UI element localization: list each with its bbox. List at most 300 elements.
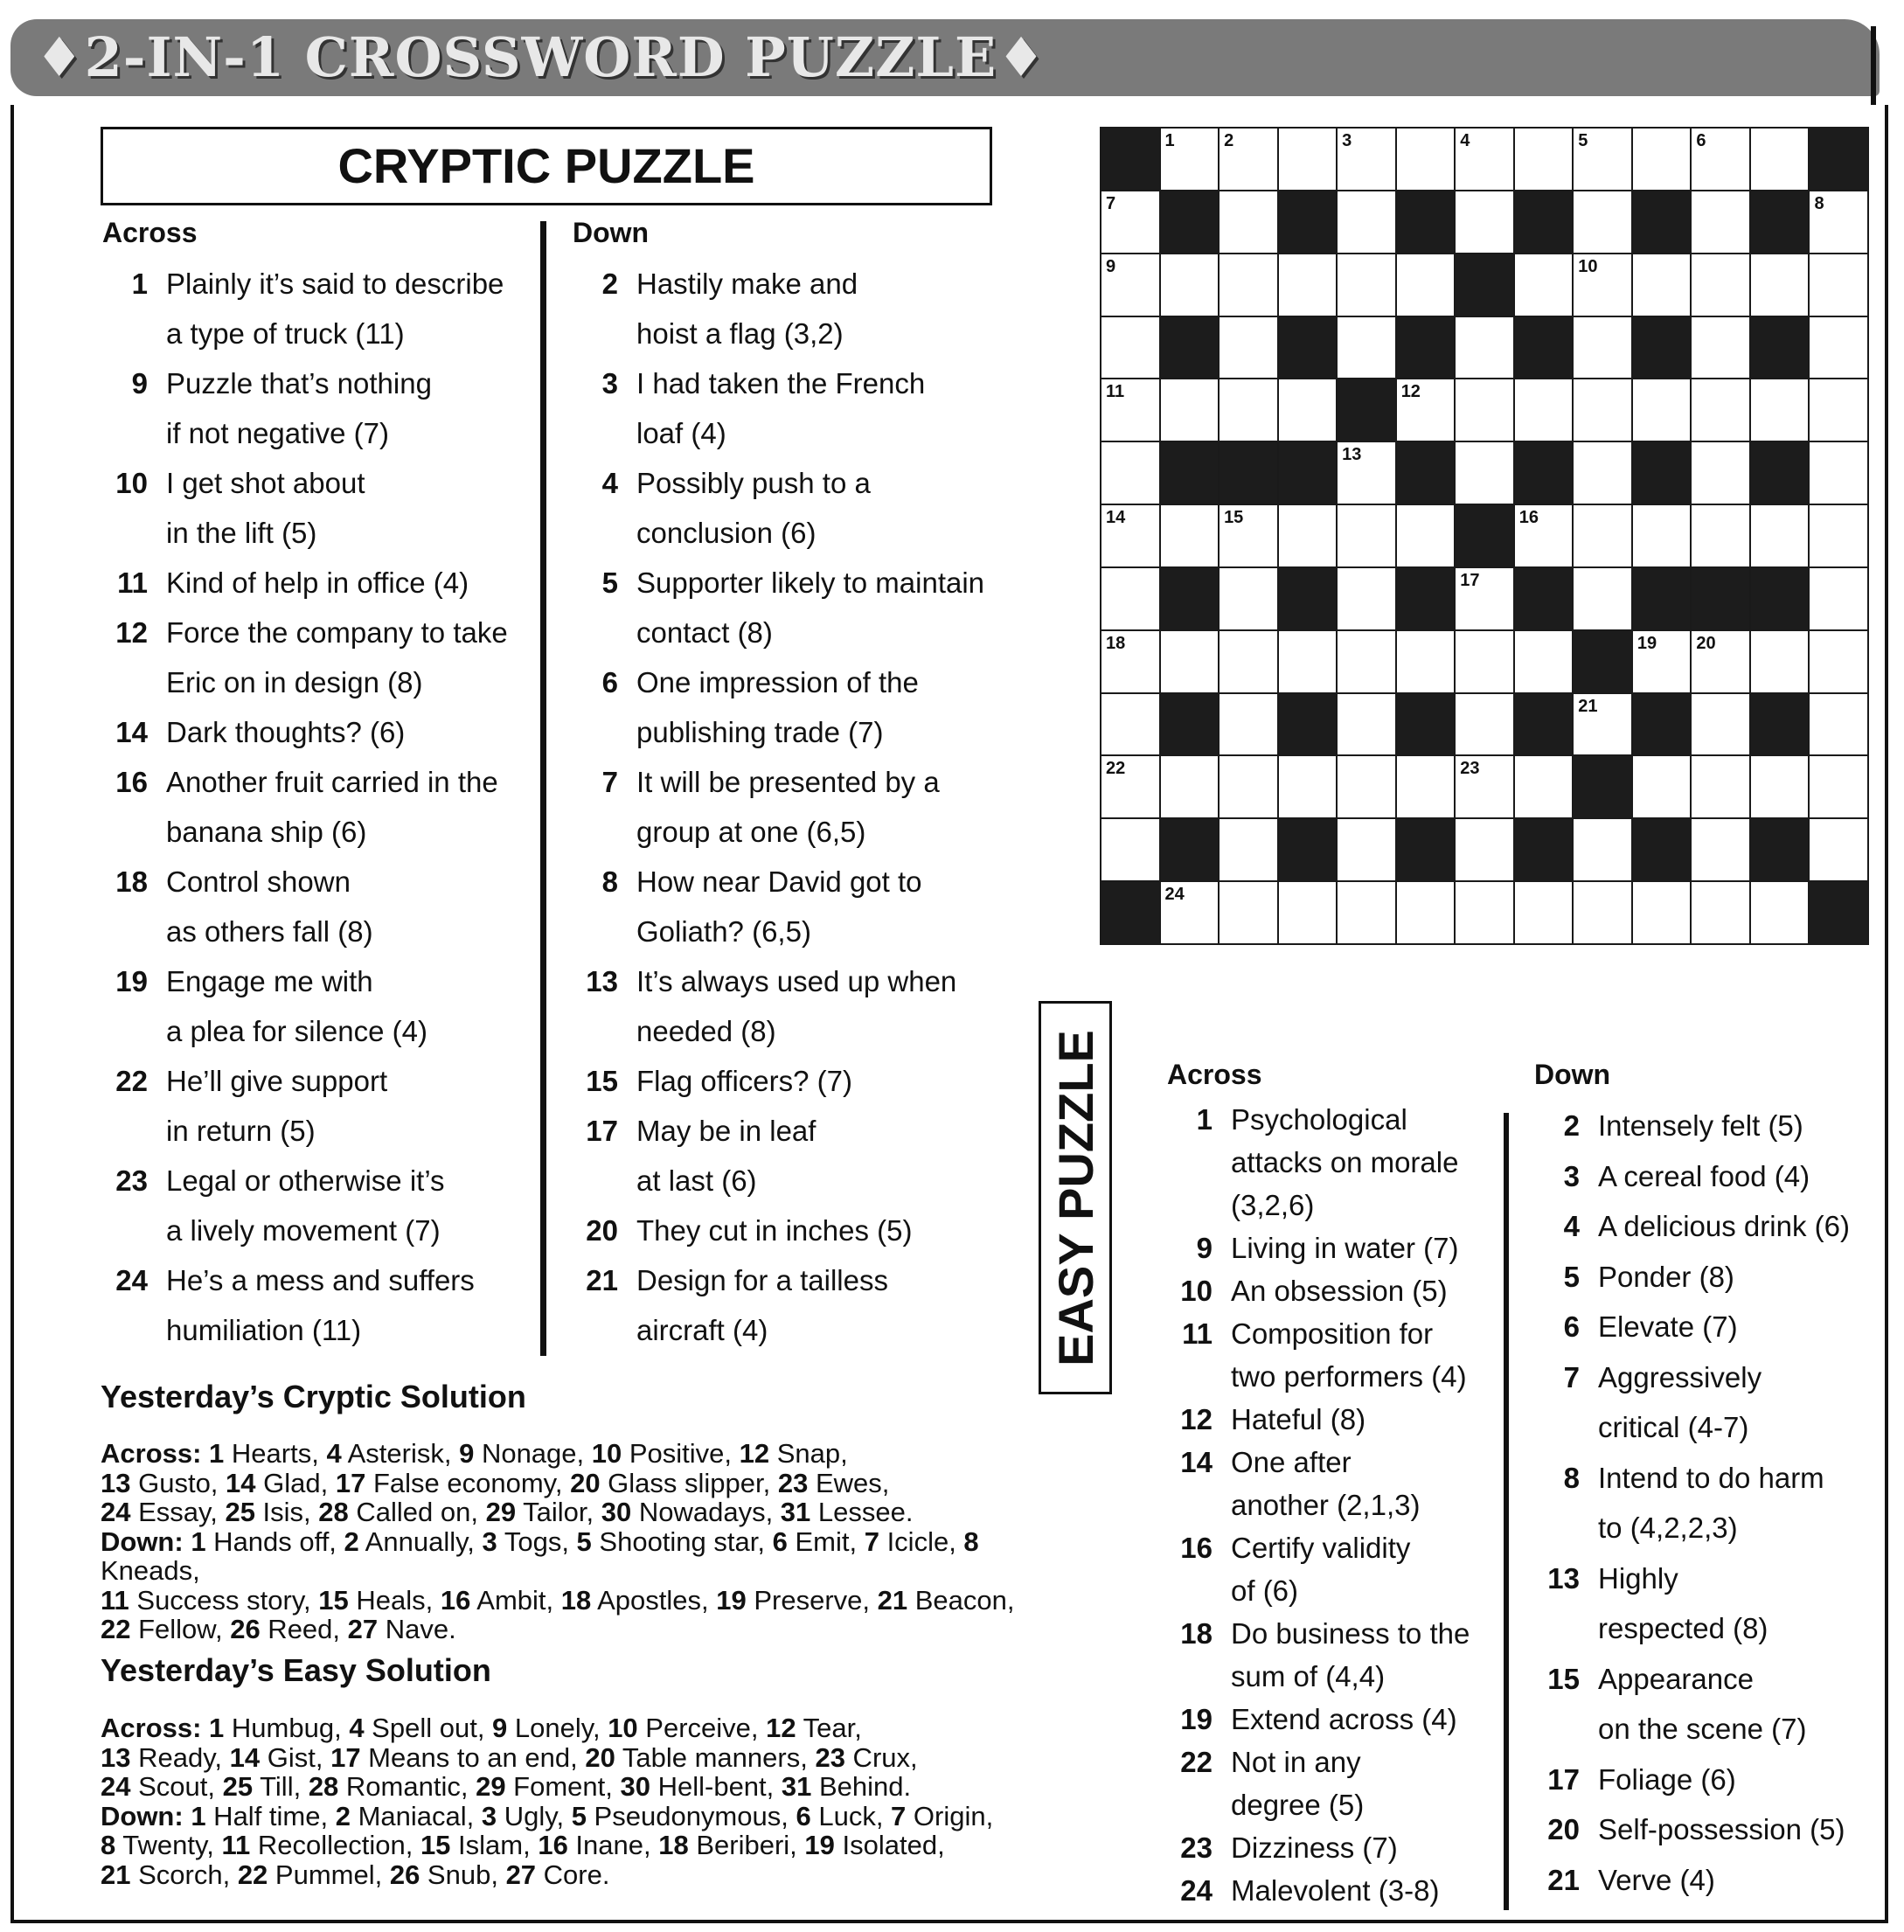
grid-cell[interactable]: [1101, 631, 1159, 692]
cell-number: 2: [1224, 131, 1234, 150]
grid-cell[interactable]: [1456, 442, 1513, 504]
clue-text: Certify validity: [1231, 1532, 1411, 1564]
solution-number: 16: [440, 1584, 471, 1616]
grid-cell[interactable]: [1456, 756, 1513, 817]
grid-cell[interactable]: [1397, 379, 1455, 441]
solution-word: Lessee.: [810, 1497, 914, 1527]
grid-cell[interactable]: [1810, 191, 1867, 253]
solution-word: Recollection,: [250, 1830, 420, 1860]
grid-cell[interactable]: [1810, 379, 1867, 441]
grid-cell[interactable]: [1456, 129, 1513, 190]
grid-cell[interactable]: [1633, 505, 1691, 566]
solution-number: 10: [591, 1438, 622, 1469]
clue-item: [1167, 1526, 1499, 1612]
cell-number: 17: [1460, 570, 1480, 590]
grid-cell[interactable]: [1692, 819, 1749, 880]
grid-cell[interactable]: [1279, 505, 1337, 566]
grid-block: [1279, 694, 1337, 755]
clue-number: 5: [601, 566, 618, 599]
grid-cell[interactable]: [1101, 694, 1159, 755]
clue-text: Design for a tailless: [636, 1264, 888, 1296]
clue-number: 19: [115, 965, 148, 997]
grid-block: [1279, 819, 1337, 880]
cell-number: 10: [1578, 256, 1598, 276]
solution-word: Pummel,: [268, 1859, 390, 1890]
grid-block: [1279, 191, 1337, 253]
clue-item: [573, 857, 1027, 956]
grid-cell[interactable]: [1220, 379, 1277, 441]
grid-cell[interactable]: [1633, 379, 1691, 441]
clue-number: 14: [115, 716, 148, 748]
solution-number: 7: [864, 1525, 879, 1557]
grid-cell[interactable]: [1220, 191, 1277, 253]
clue-item: [1167, 1869, 1499, 1912]
grid-block: [1397, 694, 1455, 755]
grid-cell[interactable]: [1101, 505, 1159, 566]
solution-number: 30: [620, 1771, 650, 1802]
cell-number: 5: [1578, 131, 1588, 150]
clue-item: [1167, 1269, 1499, 1312]
grid-block: [1220, 442, 1277, 504]
clue-text: a plea for silence (4): [166, 1015, 427, 1047]
clue-text: Possibly push to a: [636, 467, 871, 499]
grid-cell[interactable]: [1338, 129, 1395, 190]
grid-cell[interactable]: [1515, 882, 1573, 943]
grid-cell[interactable]: [1515, 505, 1573, 566]
solution-label: Across:: [101, 1438, 210, 1469]
grid-cell[interactable]: [1338, 317, 1395, 379]
solution-word: Apostles,: [591, 1584, 717, 1616]
solution-number: 21: [101, 1859, 131, 1890]
banner-title: ♦2-IN-1 CROSSWORD PUZZLE♦: [35, 25, 1046, 89]
clue-item: [573, 1255, 1027, 1355]
cell-number: 13: [1342, 445, 1362, 465]
grid-block: [1279, 317, 1337, 379]
solution-number: 16: [538, 1830, 568, 1860]
clue-number: 23: [115, 1164, 148, 1197]
solution-number: 29: [476, 1771, 506, 1802]
cell-number: 22: [1106, 759, 1126, 779]
clue-text: Aggressively: [1598, 1360, 1762, 1393]
clue-number: 20: [586, 1214, 618, 1247]
solution-word: Togs,: [497, 1525, 577, 1557]
grid-block: [1751, 191, 1809, 253]
clue-item: [1534, 1453, 1875, 1553]
solution-word: Nave.: [378, 1614, 456, 1644]
clue-text: Appearance: [1598, 1662, 1754, 1695]
grid-cell[interactable]: [1810, 694, 1867, 755]
grid-cell[interactable]: [1574, 505, 1631, 566]
clue-item: [573, 1056, 1027, 1106]
solution-word: Foment,: [505, 1771, 621, 1802]
grid-cell[interactable]: [1220, 631, 1277, 692]
grid-cell[interactable]: [1515, 631, 1573, 692]
grid-cell[interactable]: [1279, 631, 1337, 692]
clue-text: humiliation (11): [166, 1314, 362, 1346]
clue-item: [1167, 1441, 1499, 1526]
clue-item: [573, 558, 1027, 657]
solution-number: 5: [576, 1525, 592, 1557]
grid-cell[interactable]: [1574, 191, 1631, 253]
clue-number: 22: [1180, 1746, 1213, 1778]
clue-number: 3: [601, 367, 618, 400]
clue-text: banana ship (6): [166, 816, 367, 848]
grid-cell[interactable]: [1692, 631, 1749, 692]
clue-number: 18: [115, 865, 148, 898]
grid-cell[interactable]: [1751, 882, 1809, 943]
grid-cell[interactable]: [1692, 317, 1749, 379]
grid-cell[interactable]: [1692, 191, 1749, 253]
solution-word: Heals,: [348, 1584, 441, 1616]
clue-text: Dizziness (7): [1231, 1831, 1398, 1864]
cell-number: 19: [1636, 633, 1657, 653]
grid-cell[interactable]: [1810, 442, 1867, 504]
clue-number: 4: [601, 467, 618, 499]
solution-number: 18: [658, 1830, 689, 1860]
grid-cell[interactable]: [1692, 379, 1749, 441]
grid-cell[interactable]: [1101, 442, 1159, 504]
grid-cell[interactable]: [1338, 819, 1395, 880]
grid-cell[interactable]: [1338, 694, 1395, 755]
grid-cell[interactable]: [1338, 254, 1395, 316]
grid-cell[interactable]: [1338, 191, 1395, 253]
grid-cell[interactable]: [1161, 505, 1219, 566]
clue-text: Extend across (4): [1231, 1703, 1457, 1735]
grid-cell[interactable]: [1810, 756, 1867, 817]
grid-cell[interactable]: [1692, 882, 1749, 943]
grid-cell[interactable]: [1397, 129, 1455, 190]
grid-cell[interactable]: [1220, 317, 1277, 379]
clue-text: Hastily make and: [636, 268, 858, 300]
clue-text: two performers (4): [1231, 1360, 1467, 1393]
grid-block: [1161, 317, 1219, 379]
solution-number: 1: [191, 1800, 206, 1831]
solution-number: 22: [237, 1859, 268, 1890]
solution-number: 4: [326, 1438, 342, 1469]
clue-number: 10: [115, 467, 148, 499]
grid-cell[interactable]: [1574, 819, 1631, 880]
clue-item: [102, 1255, 539, 1355]
cryptic-across-list: [102, 259, 539, 1355]
grid-cell[interactable]: [1692, 505, 1749, 566]
grid-cell[interactable]: [1515, 379, 1573, 441]
grid-cell[interactable]: [1456, 631, 1513, 692]
clue-number: 9: [1196, 1232, 1213, 1264]
easy-across-list: [1167, 1098, 1499, 1912]
solution-word: Pseudonymous,: [586, 1800, 796, 1831]
clue-item: [1534, 1151, 1875, 1202]
solution-number: 29: [485, 1497, 517, 1527]
grid-block: [1810, 129, 1867, 190]
clue-text: It will be presented by a: [636, 766, 940, 798]
clue-number: 13: [586, 965, 618, 997]
grid-cell[interactable]: [1574, 694, 1631, 755]
grid-cell[interactable]: [1692, 129, 1749, 190]
grid-cell[interactable]: [1456, 379, 1513, 441]
grid-cell[interactable]: [1751, 505, 1809, 566]
clue-text: Elevate (7): [1598, 1310, 1738, 1343]
cell-number: 4: [1460, 131, 1470, 150]
grid-cell[interactable]: [1220, 819, 1277, 880]
clue-text: May be in leaf: [636, 1115, 816, 1147]
grid-cell[interactable]: [1574, 129, 1631, 190]
grid-cell[interactable]: [1574, 254, 1631, 316]
clue-text: Verve (4): [1598, 1863, 1715, 1896]
grid-cell[interactable]: [1633, 631, 1691, 692]
grid-cell[interactable]: [1574, 442, 1631, 504]
solution-word: Preserve,: [746, 1584, 878, 1616]
clue-text: Force the company to take: [166, 616, 508, 649]
grid-cell[interactable]: [1633, 882, 1691, 943]
clue-number: 11: [1182, 1317, 1213, 1350]
grid-block: [1633, 442, 1691, 504]
grid-cell[interactable]: [1633, 756, 1691, 817]
solution-label: Down:: [101, 1525, 191, 1557]
solution-number: 31: [781, 1771, 812, 1802]
grid-cell[interactable]: [1220, 568, 1277, 629]
grid-cell[interactable]: [1810, 254, 1867, 316]
cell-number: 12: [1400, 382, 1421, 402]
grid-cell[interactable]: [1574, 317, 1631, 379]
clue-text: respected (8): [1598, 1612, 1768, 1644]
solution-word: Hands off,: [205, 1525, 344, 1557]
solution-word: Ugly,: [497, 1800, 572, 1831]
grid-cell[interactable]: [1101, 568, 1159, 629]
grid-cell[interactable]: [1161, 756, 1219, 817]
grid-cell[interactable]: [1279, 756, 1337, 817]
clue-number: 15: [1547, 1662, 1580, 1695]
clue-item: [102, 1056, 539, 1156]
grid-cell[interactable]: [1810, 819, 1867, 880]
grid-cell[interactable]: [1574, 379, 1631, 441]
clue-text: Highly: [1598, 1561, 1678, 1595]
solution-number: 25: [222, 1771, 254, 1802]
cell-number: 9: [1106, 256, 1116, 276]
solution-number: 31: [780, 1497, 811, 1527]
clue-text: Plainly it’s said to describe: [166, 268, 504, 300]
solution-number: 25: [225, 1497, 255, 1527]
clue-text: sum of (4,4): [1231, 1660, 1386, 1692]
grid-cell[interactable]: [1456, 819, 1513, 880]
solution-word: Called on,: [348, 1497, 486, 1527]
cryptic-solution-heading: Yesterday’s Cryptic Solution: [101, 1379, 526, 1414]
grid-cell[interactable]: [1633, 129, 1691, 190]
clue-number: 15: [586, 1065, 618, 1097]
grid-cell[interactable]: [1161, 882, 1219, 943]
grid-cell[interactable]: [1220, 129, 1277, 190]
clue-text: An obsession (5): [1231, 1275, 1448, 1307]
clue-text: Control shown: [166, 865, 351, 898]
grid-cell[interactable]: [1220, 505, 1277, 566]
grid-cell[interactable]: [1456, 568, 1513, 629]
clue-number: 9: [131, 367, 148, 400]
grid-cell[interactable]: [1456, 882, 1513, 943]
solution-word: Nonage,: [474, 1438, 592, 1469]
grid-cell[interactable]: [1161, 379, 1219, 441]
solution-number: 28: [308, 1771, 339, 1802]
grid-cell[interactable]: [1161, 129, 1219, 190]
grid-cell[interactable]: [1338, 882, 1395, 943]
solution-number: 3: [482, 1525, 497, 1557]
grid-cell[interactable]: [1279, 129, 1337, 190]
grid-cell[interactable]: [1456, 694, 1513, 755]
grid-cell[interactable]: [1574, 568, 1631, 629]
cryptic-down-heading: Down: [573, 217, 650, 248]
crossword-grid: [1100, 127, 1869, 945]
grid-cell[interactable]: [1101, 819, 1159, 880]
clue-item: [102, 458, 539, 558]
grid-block: [1161, 694, 1219, 755]
clue-text: in the lift (5): [166, 517, 317, 549]
solution-number: 14: [229, 1741, 261, 1773]
clue-item: [1167, 1398, 1499, 1441]
clue-text: Hateful (8): [1231, 1403, 1366, 1435]
grid-cell[interactable]: [1101, 756, 1159, 817]
clue-number: 18: [1180, 1617, 1213, 1650]
grid-cell[interactable]: [1692, 694, 1749, 755]
clue-text: Goliath? (6,5): [636, 915, 811, 948]
grid-cell[interactable]: [1692, 442, 1749, 504]
solution-word: Spell out,: [364, 1713, 493, 1743]
solution-word: Reed,: [260, 1614, 348, 1644]
grid-cell[interactable]: [1101, 317, 1159, 379]
easy-column-divider: [1504, 1113, 1509, 1910]
grid-cell[interactable]: [1810, 568, 1867, 629]
clue-number: 13: [1547, 1561, 1580, 1595]
grid-block: [1161, 442, 1219, 504]
clue-item: [1534, 1302, 1875, 1352]
clue-item: [573, 259, 1027, 358]
frame-corner: [1871, 26, 1876, 105]
clue-text: contact (8): [636, 616, 773, 649]
clue-number: 12: [1180, 1403, 1213, 1435]
clue-text: Intensely felt (5): [1598, 1109, 1803, 1142]
clue-text: attacks on morale: [1231, 1146, 1459, 1178]
clue-text: Kind of help in office (4): [166, 566, 469, 599]
grid-cell[interactable]: [1338, 631, 1395, 692]
grid-cell[interactable]: [1397, 631, 1455, 692]
grid-cell[interactable]: [1101, 254, 1159, 316]
clue-item: [102, 707, 539, 757]
grid-cell[interactable]: [1456, 317, 1513, 379]
cell-number: 1: [1164, 131, 1175, 150]
clue-number: 10: [1180, 1275, 1213, 1307]
grid-cell[interactable]: [1279, 254, 1337, 316]
clue-text: hoist a flag (3,2): [636, 317, 844, 350]
grid-cell[interactable]: [1515, 129, 1573, 190]
grid-cell[interactable]: [1692, 756, 1749, 817]
grid-block: [1515, 317, 1573, 379]
clue-number: 4: [1563, 1210, 1580, 1242]
clue-text: critical (4-7): [1598, 1411, 1749, 1443]
grid-cell[interactable]: [1692, 254, 1749, 316]
grid-cell[interactable]: [1810, 505, 1867, 566]
grid-cell[interactable]: [1338, 568, 1395, 629]
grid-cell[interactable]: [1161, 254, 1219, 316]
clue-number: 7: [1563, 1360, 1580, 1393]
grid-cell[interactable]: [1279, 379, 1337, 441]
grid-cell[interactable]: [1751, 254, 1809, 316]
clue-number: 7: [601, 766, 618, 798]
clue-text: as others fall (8): [166, 915, 373, 948]
grid-cell[interactable]: [1279, 882, 1337, 943]
solution-number: 27: [505, 1859, 537, 1890]
cell-number: 3: [1342, 131, 1352, 150]
clue-text: It’s always used up when: [636, 965, 957, 997]
grid-block: [1692, 568, 1749, 629]
grid-cell[interactable]: [1751, 631, 1809, 692]
clue-text: at last (6): [636, 1164, 757, 1197]
clue-text: Living in water (7): [1231, 1232, 1459, 1264]
clue-item: [573, 956, 1027, 1056]
clue-text: to (4,2,2,3): [1598, 1512, 1738, 1544]
grid-cell[interactable]: [1220, 254, 1277, 316]
clue-item: [1534, 1855, 1875, 1906]
clue-text: a lively movement (7): [166, 1214, 441, 1247]
grid-cell[interactable]: [1515, 254, 1573, 316]
solution-word: Core.: [536, 1859, 610, 1890]
easy-across-heading: Across: [1167, 1059, 1262, 1090]
grid-block: [1397, 317, 1455, 379]
solution-word: Ewes,: [808, 1467, 890, 1498]
solution-number: 26: [230, 1614, 261, 1644]
grid-cell[interactable]: [1161, 631, 1219, 692]
solution-word: Gist,: [260, 1741, 331, 1773]
grid-cell[interactable]: [1751, 756, 1809, 817]
cryptic-down-list: [573, 259, 1027, 1355]
clue-item: [102, 956, 539, 1056]
grid-cell[interactable]: [1751, 379, 1809, 441]
grid-cell[interactable]: [1397, 254, 1455, 316]
grid-cell[interactable]: [1810, 317, 1867, 379]
grid-cell[interactable]: [1456, 191, 1513, 253]
grid-cell[interactable]: [1101, 191, 1159, 253]
solution-number: 12: [766, 1713, 796, 1743]
grid-cell[interactable]: [1220, 694, 1277, 755]
clue-number: 17: [586, 1115, 618, 1147]
grid-cell[interactable]: [1397, 505, 1455, 566]
easy-solution-heading: Yesterday’s Easy Solution: [101, 1652, 491, 1688]
grid-block: [1515, 819, 1573, 880]
clue-text: if not negative (7): [166, 417, 389, 449]
clue-number: 2: [1563, 1109, 1580, 1142]
grid-block: [1515, 191, 1573, 253]
grid-block: [1633, 819, 1691, 880]
grid-cell[interactable]: [1574, 882, 1631, 943]
grid-cell[interactable]: [1101, 379, 1159, 441]
solution-word: Annually,: [358, 1525, 483, 1557]
grid-cell[interactable]: [1397, 756, 1455, 817]
grid-cell[interactable]: [1338, 442, 1395, 504]
grid-cell[interactable]: [1338, 756, 1395, 817]
clue-number: 11: [117, 566, 148, 599]
grid-block: [1161, 191, 1219, 253]
grid-cell[interactable]: [1220, 882, 1277, 943]
clue-text: He’ll give support: [166, 1065, 388, 1097]
grid-cell[interactable]: [1633, 254, 1691, 316]
clue-number: 21: [586, 1264, 618, 1296]
solution-number: 20: [585, 1741, 615, 1773]
grid-cell[interactable]: [1810, 631, 1867, 692]
grid-cell[interactable]: [1397, 882, 1455, 943]
clue-number: 5: [1563, 1260, 1580, 1293]
solution-number: 23: [777, 1467, 809, 1498]
grid-cell[interactable]: [1220, 756, 1277, 817]
grid-cell[interactable]: [1751, 129, 1809, 190]
grid-cell[interactable]: [1515, 756, 1573, 817]
solution-number: 15: [420, 1830, 451, 1860]
grid-cell[interactable]: [1338, 505, 1395, 566]
